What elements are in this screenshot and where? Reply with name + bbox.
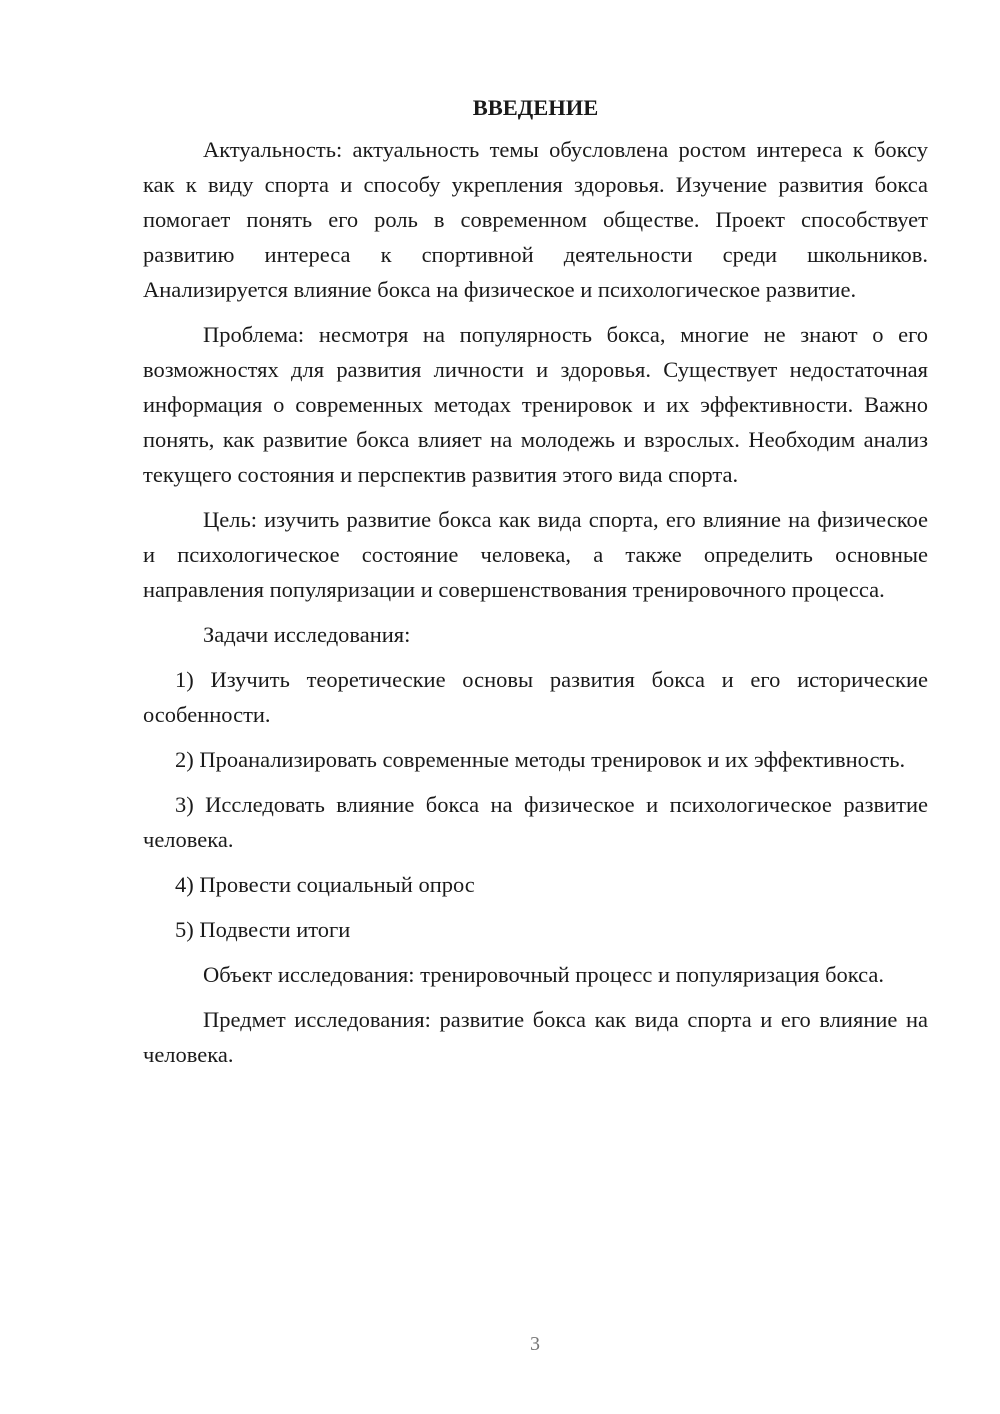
subject-paragraph: Предмет исследования: развитие бокса как вида спорта и его влияние на человека. [143, 1007, 928, 1067]
task-item: 4) Провести социальный опрос [175, 872, 475, 897]
tasks-heading: Задачи исследования: [203, 622, 411, 647]
section-title: ВВЕДЕНИЕ [472, 95, 599, 120]
relevance-paragraph: Актуальность: актуальность темы обусловлена ростом интереса к боксу как к виду спорта и способу укрепления здоровья. Изучение развития бокса помогает понять его роль в современном обществе. Проект способствует развитию интереса к спортивной деятельности среди школьников. Анализируется влияние бокса на физическое и психологическое развитие. [143, 137, 928, 302]
object-paragraph: Объект исследования: тренировочный процесс и популяризация бокса. [203, 962, 885, 987]
task-item: 5) Подвести итоги [175, 917, 351, 942]
problem-paragraph: Проблема: несмотря на популярность бокса, многие не знают о его возможностях для развития личности и здоровья. Существует недостаточная информация о современных методах тренировок и их эффективности. Важно понять, как развитие бокса влияет на молодежь и взрослых. Необходим анализ текущего состояния и перспектив развития этого вида спорта. [143, 322, 928, 487]
page-number: 3 [530, 1333, 540, 1355]
task-item: 2) Проанализировать современные методы тренировок и их эффективность. [175, 747, 906, 772]
task-item: 1) Изучить теоретические основы развития бокса и его исторические особенности. [143, 667, 928, 727]
task-item: 3) Исследовать влияние бокса на физическое и психологическое развитие человека. [143, 792, 928, 852]
page-content [143, 90, 928, 1082]
goal-paragraph: Цель: изучить развитие бокса как вида спорта, его влияние на физическое и психологическое состояние человека, а также определить основные направления популяризации и совершенствования тренировочного процесса. [143, 507, 928, 602]
